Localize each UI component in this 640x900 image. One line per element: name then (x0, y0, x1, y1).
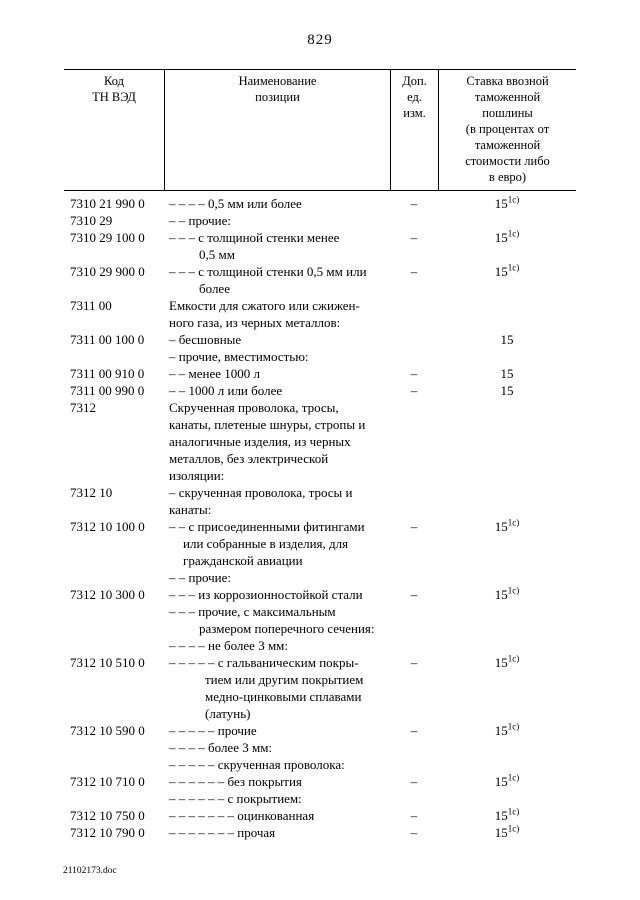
header-line: таможенной (474, 90, 541, 104)
page-number: 829 (307, 32, 333, 48)
rate-cell: $15^{1с)}$ (494, 823, 520, 840)
code-cell: 7312 10 790 0 (70, 825, 145, 840)
name-cell (164, 637, 390, 654)
table-row (64, 654, 576, 722)
rate-cell: $15^{1с)}$ (494, 228, 520, 245)
name-line: аналогичные изделия, из черных (169, 434, 351, 449)
unit-cell (390, 348, 438, 365)
name-line: – – – прочие, с максимальным (169, 604, 336, 619)
name-cell (164, 382, 390, 399)
name-line: более (199, 281, 230, 296)
unit-cell (390, 569, 438, 586)
table-row (64, 229, 576, 263)
unit-cell (390, 212, 438, 229)
code-cell: 7312 10 510 0 (70, 655, 145, 670)
code-cell: 7311 00 910 0 (70, 366, 145, 381)
name-line: изоляции: (169, 468, 225, 483)
name-line: – – – – – – – прочая (169, 825, 276, 840)
table-row (64, 824, 576, 841)
name-line: – – – с толщиной стенки 0,5 мм или (169, 264, 367, 279)
table-row (64, 348, 576, 365)
unit-cell (390, 331, 438, 348)
table-row (64, 518, 576, 569)
code-cell: 7312 10 710 0 (70, 774, 145, 789)
name-line: (латунь) (205, 706, 251, 721)
code-cell: 7312 10 590 0 (70, 723, 145, 738)
name-line: канаты, плетеные шнуры, стропы и (169, 417, 366, 432)
table-row (64, 399, 576, 484)
code-cell: 7312 10 100 0 (70, 519, 145, 534)
code-cell: 7310 29 (70, 213, 113, 228)
rate-cell: $15^{1с)}$ (494, 721, 520, 738)
name-cell (164, 739, 390, 756)
unit-cell: – (410, 519, 418, 534)
rate-cell (438, 399, 576, 484)
unit-cell: – (410, 383, 418, 398)
unit-cell (390, 637, 438, 654)
code-cell (64, 603, 164, 637)
table-row (64, 586, 576, 603)
header-line: в евро) (488, 170, 527, 184)
rate-cell: $15^{1с)}$ (494, 194, 520, 211)
header-line: Доп. (402, 74, 427, 88)
footer-filename: 21102173.doc (63, 866, 117, 876)
footnote-marker: 1с) (507, 585, 520, 596)
rate-cell (438, 603, 576, 637)
code-cell (64, 756, 164, 773)
name-line: – бесшовные (169, 332, 242, 347)
name-cell (164, 824, 390, 841)
header-line: изм. (403, 106, 426, 120)
table-row (64, 331, 576, 348)
table-body (64, 191, 576, 841)
rate-cell (438, 484, 576, 518)
name-cell (164, 756, 390, 773)
rate-cell (438, 637, 576, 654)
name-cell (164, 263, 390, 297)
name-line: – – – – более 3 мм: (169, 740, 273, 755)
name-line: – – с присоединенными фитингами (169, 519, 365, 534)
name-line: Скрученная проволока, тросы, (169, 400, 339, 415)
name-cell (164, 654, 390, 722)
table-row (64, 569, 576, 586)
name-line: – – – – не более 3 мм: (169, 638, 289, 653)
rate-cell (438, 790, 576, 807)
name-line: – – – из коррозионностойкой стали (169, 587, 363, 602)
header-line: ТН ВЭД (92, 90, 136, 104)
name-cell (164, 399, 390, 484)
unit-cell (390, 756, 438, 773)
name-line: размером поперечного сечения: (199, 621, 375, 636)
footnote-marker: 1с) (507, 653, 520, 664)
header-line: Наименование (238, 74, 317, 88)
footnote-marker: 1с) (507, 517, 520, 528)
code-cell (64, 348, 164, 365)
footnote-marker: 1с) (507, 806, 520, 817)
code-cell: 7312 (70, 400, 96, 415)
name-line: – – – – – – – оцинкованная (169, 808, 315, 823)
header-line: таможенной (474, 138, 541, 152)
name-cell (164, 212, 390, 229)
rate-cell: $15^{1с)}$ (494, 653, 520, 670)
code-cell: 7312 10 750 0 (70, 808, 145, 823)
unit-cell: – (410, 808, 418, 823)
rate-cell: $15^{1с)}$ (494, 772, 520, 789)
name-cell (164, 586, 390, 603)
code-cell (64, 790, 164, 807)
rate-cell (438, 297, 576, 331)
name-line: – – – – – скрученная проволока: (169, 757, 345, 772)
rate-cell (438, 739, 576, 756)
name-line: – – – – – – без покрытия (169, 774, 302, 789)
code-cell: 7311 00 990 0 (70, 383, 145, 398)
name-line: – – менее 1000 л (169, 366, 260, 381)
table-row (64, 773, 576, 790)
rate-cell: $15^{1с)}$ (494, 806, 520, 823)
unit-cell (390, 790, 438, 807)
unit-cell (390, 739, 438, 756)
table-row (64, 603, 576, 637)
rate-cell (438, 569, 576, 586)
name-cell (164, 297, 390, 331)
code-cell: 7310 29 900 0 (70, 264, 145, 279)
table-header (64, 69, 576, 191)
unit-cell: – (410, 774, 418, 789)
unit-cell: – (410, 723, 418, 738)
unit-cell (390, 603, 438, 637)
name-cell (164, 722, 390, 739)
table-row (64, 212, 576, 229)
name-cell (164, 518, 390, 569)
table-row (64, 739, 576, 756)
table-row (64, 807, 576, 824)
name-line: – – – – 0,5 мм или более (169, 196, 302, 211)
table-row (64, 790, 576, 807)
table-row (64, 195, 576, 212)
name-line: – – – с толщиной стенки менее (169, 230, 340, 245)
footnote-marker: 1с) (507, 721, 520, 732)
name-line: – скрученная проволока, тросы и (169, 485, 353, 500)
unit-cell: – (410, 230, 418, 245)
rate-cell (438, 212, 576, 229)
name-cell (164, 773, 390, 790)
code-cell: 7311 00 100 0 (70, 332, 145, 347)
table-row (64, 297, 576, 331)
code-cell: 7312 10 (70, 485, 113, 500)
name-line: металлов, без электрической (169, 451, 329, 466)
unit-cell (390, 297, 438, 331)
name-line: – – – – – прочие (169, 723, 257, 738)
name-line: – – прочие: (169, 213, 231, 228)
header-col-code (64, 70, 164, 190)
name-cell (164, 195, 390, 212)
unit-cell: – (410, 264, 418, 279)
table-row (64, 263, 576, 297)
name-cell (164, 331, 390, 348)
unit-cell: – (410, 196, 418, 211)
rate-cell: 15 (500, 366, 514, 381)
name-line: или собранные в изделия, для (183, 536, 349, 551)
table-row (64, 756, 576, 773)
rate-cell: $15^{1с)}$ (494, 517, 520, 534)
header-line: стоимости либо (465, 154, 550, 168)
header-col-unit (390, 70, 438, 190)
code-cell: 7310 21 990 0 (70, 196, 145, 211)
code-cell (64, 637, 164, 654)
footnote-marker: 1с) (507, 823, 520, 834)
name-line: гражданской авиации (183, 553, 303, 568)
header-line: (в процентах от (465, 122, 550, 136)
header-line: пошлины (482, 106, 533, 120)
name-line: канаты: (169, 502, 212, 517)
code-cell: 7311 00 (70, 298, 112, 313)
rate-cell: $15^{1с)}$ (494, 585, 520, 602)
name-line: ного газа, из черных металлов: (169, 315, 341, 330)
unit-cell: – (410, 587, 418, 602)
footnote-marker: 1с) (507, 772, 520, 783)
header-line: Ставка ввозной (466, 74, 549, 88)
code-cell (64, 569, 164, 586)
name-line: – прочие, вместимостью: (169, 349, 309, 364)
footnote-marker: 1с) (507, 194, 520, 205)
name-line: – – 1000 л или более (169, 383, 283, 398)
unit-cell: – (410, 825, 418, 840)
code-cell: 7312 10 300 0 (70, 587, 145, 602)
header-line: Код (104, 74, 124, 88)
table-row (64, 382, 576, 399)
name-line: тием или другим покрытием (205, 672, 364, 687)
name-cell (164, 569, 390, 586)
rate-cell (438, 348, 576, 365)
unit-cell (390, 399, 438, 484)
name-cell (164, 790, 390, 807)
unit-cell: – (410, 655, 418, 670)
header-line: ед. (407, 90, 422, 104)
rate-cell (438, 756, 576, 773)
header-line: позиции (255, 90, 300, 104)
rate-cell: 15 (500, 383, 514, 398)
name-line: – – – – – с гальваническим покры- (169, 655, 359, 670)
footnote-marker: 1с) (507, 228, 520, 239)
name-line: 0,5 мм (199, 247, 235, 262)
name-cell (164, 365, 390, 382)
table-row (64, 722, 576, 739)
table-row (64, 365, 576, 382)
table-row (64, 637, 576, 654)
footnote-marker: 1с) (507, 262, 520, 273)
name-cell (164, 229, 390, 263)
unit-cell (390, 484, 438, 518)
name-line: – – – – – – с покрытием: (169, 791, 302, 806)
rate-cell: $15^{1с)}$ (494, 262, 520, 279)
name-cell (164, 807, 390, 824)
header-col-name (164, 70, 390, 190)
code-cell (64, 739, 164, 756)
name-cell (164, 484, 390, 518)
header-col-rate (438, 70, 576, 190)
unit-cell: – (410, 366, 418, 381)
name-cell (164, 348, 390, 365)
rate-cell: 15 (500, 332, 514, 347)
name-cell (164, 603, 390, 637)
name-line: медно-цинковыми сплавами (205, 689, 362, 704)
table-row (64, 484, 576, 518)
tariff-table (64, 69, 576, 841)
name-line: – – прочие: (169, 570, 231, 585)
name-line: Емкости для сжатого или сжижен- (169, 298, 360, 313)
code-cell: 7310 29 100 0 (70, 230, 145, 245)
